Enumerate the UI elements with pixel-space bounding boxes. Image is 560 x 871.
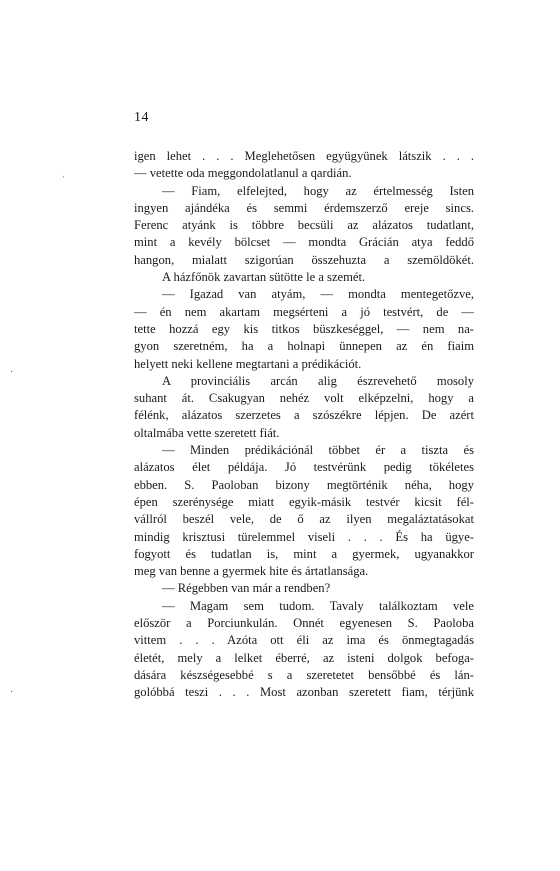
- text-line: Ferenc atyánk is többre becsüli az alázatos tudatlant,: [134, 218, 474, 233]
- text-line: mindig krisztusi türelemmel viseli . . . És ha ügye-: [134, 529, 474, 544]
- text-line: életét, mely a lelket éberré, az isteni dolgok befoga-: [134, 650, 474, 665]
- text-line: meg van benne a gyermek hite és ártatlansága.: [134, 564, 369, 579]
- text-line: vállról beszél vele, de ő az ilyen megaláztatásokat: [134, 512, 474, 527]
- text-line: tette hozzá egy kis titkos büszkeséggel, — nem na-: [134, 321, 474, 336]
- text-line: félénk, alázatos szerzetes a szószékre lépjen. De azért: [134, 408, 474, 423]
- text-line: — Régebben van már a rendben?: [162, 581, 331, 596]
- text-line: gyon szeretném, ha a holnapi ünnepen az én fiaim: [134, 339, 474, 354]
- text-line: először a Porciunkulán. Onnét egyenesen S. Paoloba: [134, 616, 474, 631]
- text-line: dására készségesebbé s a szeretetet bensőbbé és lán-: [134, 667, 474, 682]
- text-line: — Magam sem tudom. Tavaly találkoztam vele: [162, 598, 474, 613]
- text-line: fogyott és tudatlan is, mint a gyermek, ugyanakkor: [134, 546, 474, 561]
- text-line: suhant át. Csakugyan nehéz volt elképzelni, hogy a: [134, 391, 474, 406]
- text-line: A házfőnök zavartan sütötte le a szemét.: [162, 270, 366, 285]
- margin-speck-mark: ˌ: [62, 167, 66, 178]
- text-line: vittem . . . Azóta ott éli az ima és önmegtagadás: [134, 633, 474, 648]
- page-number: 14: [134, 110, 149, 125]
- text-line: oltalmába vette szeretett fiát.: [134, 425, 280, 440]
- text-line: hangon, mialatt szigorúan összehuzta a szemöldökét.: [134, 252, 474, 267]
- text-line: igen lehet . . . Meglehetősen együgyünek látszik . . .: [134, 149, 474, 163]
- text-line: — vetette oda meggondolatlanul a qardián.: [134, 166, 352, 181]
- text-line: helyett neki kellene megtartani a prédikációt.: [134, 356, 362, 371]
- text-line: — én nem akartam megsérteni a jó testvért, de —: [134, 304, 474, 319]
- body-text: [134, 148, 474, 702]
- text-line: ingyen ajándéka és semmi érdemszerző ereje sincs.: [134, 200, 474, 215]
- margin-speck-mark: ·: [10, 367, 14, 378]
- text-line: mint a kevély bölcset — mondta Grácián atya feddő: [134, 235, 474, 250]
- text-line: épen szerénysége miatt egyik-másik testvér kicsit fél-: [134, 494, 474, 509]
- text-line: ebben. S. Paoloban bizony megtörténik néha, hogy: [134, 477, 474, 492]
- text-line: — Igazad van atyám, — mondta mentegetőzve,: [162, 287, 474, 302]
- text-line: golóbbá teszi . . . Most azonban szeretett fiam, térjünk: [134, 685, 474, 700]
- text-line: — Minden prédikációnál többet ér a tiszta és: [162, 443, 474, 458]
- text-line: — Fiam, elfelejted, hogy az értelmesség Isten: [162, 183, 474, 198]
- text-line: A provinciális arcán alig észrevehető mosoly: [162, 373, 474, 388]
- text-line: alázatos élet példája. Jó testvérünk pedig tökéletes: [134, 460, 474, 475]
- margin-speck-mark: ·: [10, 687, 14, 698]
